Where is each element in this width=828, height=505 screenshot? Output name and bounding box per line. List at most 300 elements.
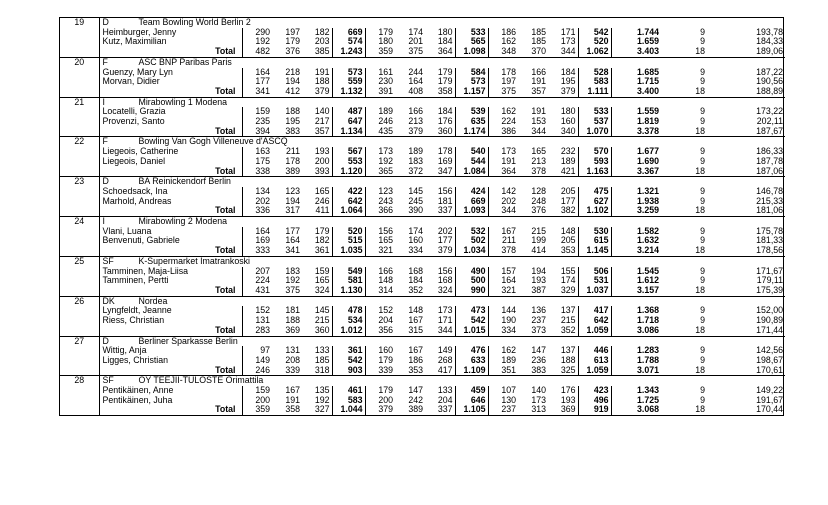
game-score: 337 <box>437 206 453 216</box>
player-row <box>60 227 785 237</box>
game-score: 173 <box>365 147 395 157</box>
game-score: 135 <box>314 386 330 396</box>
player-row <box>60 37 785 47</box>
average: 190,56 <box>756 77 784 87</box>
game-score: 156 <box>437 266 453 276</box>
block-sum: 1.157 <box>455 87 488 97</box>
game-score: 211 <box>488 236 518 246</box>
game-score: 199 <box>531 236 546 246</box>
average: 179,11 <box>756 276 784 286</box>
game-score: 213 <box>408 117 423 127</box>
game-score: 314 <box>365 286 395 296</box>
game-score: 246 <box>365 117 395 127</box>
game-score: 178 <box>437 147 453 157</box>
block-sum: 613 <box>578 356 611 366</box>
game-score: 358 <box>285 405 300 415</box>
game-score: 389 <box>408 405 423 415</box>
game-score: 167 <box>408 346 423 356</box>
block-sum: 669 <box>332 28 365 38</box>
game-score: 379 <box>560 86 576 96</box>
average: 181,33 <box>756 236 784 246</box>
team-name: Bowling Van Gogh Villeneuve d'ASCQ <box>138 136 288 147</box>
game-score: 192 <box>365 157 395 167</box>
game-score: 97 <box>242 346 272 356</box>
game-score: 191 <box>285 395 300 405</box>
game-score: 245 <box>408 196 423 206</box>
block-sum: 1.015 <box>455 326 488 336</box>
average: 189,06 <box>756 47 784 57</box>
team-header-row <box>60 18 785 28</box>
game-score: 189 <box>408 147 423 157</box>
game-score: 165 <box>314 186 330 196</box>
team-name: Nordea <box>138 296 168 306</box>
game-score: 315 <box>408 325 423 335</box>
game-score: 200 <box>242 396 272 406</box>
games-count: 18 <box>695 47 705 57</box>
game-score: 375 <box>408 47 423 57</box>
game-score: 165 <box>365 236 395 246</box>
game-score: 188 <box>285 316 300 326</box>
game-score: 268 <box>437 355 453 365</box>
game-score: 188 <box>560 355 576 365</box>
game-score: 232 <box>560 147 576 157</box>
player-name: Provenzi, Santo <box>102 117 165 127</box>
game-score: 184 <box>437 37 453 47</box>
game-score: 242 <box>408 395 423 405</box>
game-score: 379 <box>408 126 423 136</box>
game-score: 376 <box>285 47 300 57</box>
game-score: 364 <box>437 47 453 57</box>
game-score: 376 <box>531 206 546 216</box>
game-score: 149 <box>242 356 272 366</box>
game-score: 182 <box>314 236 330 246</box>
game-score: 344 <box>437 325 453 335</box>
total-pins: 1.725 <box>636 395 659 405</box>
block-sum: 1.059 <box>578 326 611 336</box>
game-score: 169 <box>437 156 453 166</box>
game-score: 360 <box>437 126 453 136</box>
game-score: 334 <box>488 326 518 336</box>
game-score: 391 <box>365 87 395 97</box>
player-row <box>60 396 785 406</box>
game-score: 178 <box>285 156 300 166</box>
block-sum: 530 <box>578 227 611 237</box>
block-sum: 1.130 <box>332 286 365 296</box>
total-pins: 1.938 <box>636 196 659 206</box>
block-sum: 593 <box>578 157 611 167</box>
game-score: 163 <box>242 147 272 157</box>
block-sum: 584 <box>455 68 488 78</box>
game-score: 359 <box>242 405 272 415</box>
average: 171,67 <box>756 266 784 276</box>
game-score: 379 <box>365 405 395 415</box>
total-pins: 1.582 <box>636 226 659 236</box>
block-sum: 1.093 <box>455 206 488 216</box>
average: 175,78 <box>756 226 784 236</box>
game-score: 283 <box>242 326 272 336</box>
block-sum: 1.070 <box>578 127 611 137</box>
total-label: Total <box>215 47 236 57</box>
game-score: 417 <box>437 365 453 375</box>
game-score: 387 <box>531 285 546 295</box>
block-sum: 565 <box>455 37 488 47</box>
game-score: 327 <box>314 405 330 415</box>
game-score: 128 <box>531 186 546 196</box>
average: 215,33 <box>756 196 784 206</box>
game-score: 318 <box>314 365 330 375</box>
game-score: 193 <box>560 395 576 405</box>
game-score: 207 <box>242 267 272 277</box>
game-score: 179 <box>437 77 453 87</box>
player-name: Riess, Christian <box>102 316 165 326</box>
average: 149,22 <box>756 386 784 396</box>
game-score: 173 <box>560 37 576 47</box>
game-score: 344 <box>560 47 576 57</box>
games-count: 9 <box>700 117 705 127</box>
games-count: 9 <box>700 236 705 246</box>
average: 142,56 <box>756 346 784 356</box>
games-count: 9 <box>700 355 705 365</box>
player-row <box>60 28 785 38</box>
game-score: 435 <box>365 127 395 137</box>
game-score: 336 <box>242 206 272 216</box>
average: 178,56 <box>756 246 784 256</box>
block-sum: 574 <box>332 37 365 47</box>
block-sum: 567 <box>332 147 365 157</box>
block-sum: 1.044 <box>332 405 365 415</box>
game-score: 197 <box>488 77 518 87</box>
player-name: Heimburger, Jenny <box>102 27 177 37</box>
team-name-cell <box>99 336 785 346</box>
game-score: 378 <box>488 246 518 256</box>
average: 171,44 <box>756 325 784 335</box>
game-score: 152 <box>365 306 395 316</box>
block-sum: 1.145 <box>578 246 611 256</box>
game-score: 344 <box>531 126 546 136</box>
player-name: Wittig, Anja <box>102 346 147 356</box>
total-pins: 1.744 <box>636 27 659 37</box>
team-name-cell <box>99 97 785 107</box>
game-score: 348 <box>488 47 518 57</box>
game-score: 166 <box>365 267 395 277</box>
game-score: 147 <box>408 386 423 396</box>
game-score: 130 <box>488 396 518 406</box>
games-count: 9 <box>700 316 705 326</box>
game-score: 366 <box>365 206 395 216</box>
average: 152,00 <box>756 306 784 316</box>
standings-table <box>59 17 784 416</box>
block-sum: 459 <box>455 386 488 396</box>
game-score: 188 <box>285 107 300 117</box>
block-sum: 417 <box>578 306 611 316</box>
block-sum: 540 <box>455 147 488 157</box>
block-sum: 1.059 <box>578 366 611 376</box>
games-count: 9 <box>700 226 705 236</box>
game-score: 137 <box>560 306 576 316</box>
game-score: 203 <box>314 37 330 47</box>
game-score: 341 <box>285 246 300 256</box>
game-score: 162 <box>488 107 518 117</box>
game-score: 352 <box>560 325 576 335</box>
game-score: 179 <box>437 67 453 77</box>
game-score: 353 <box>408 365 423 375</box>
team-name-cell <box>99 256 785 266</box>
game-score: 191 <box>488 157 518 167</box>
country-code: SF <box>102 375 114 386</box>
team-rank: 24 <box>60 217 99 257</box>
game-score: 321 <box>365 246 395 256</box>
game-score: 164 <box>488 276 518 286</box>
game-score: 379 <box>314 86 330 96</box>
game-score: 431 <box>242 286 272 296</box>
block-sum: 1.105 <box>455 405 488 415</box>
player-row <box>60 386 785 396</box>
player-name: Benvenuti, Gabriele <box>102 236 180 246</box>
block-sum: 528 <box>578 68 611 78</box>
game-score: 244 <box>408 67 423 77</box>
team-total-row <box>60 47 785 57</box>
game-score: 369 <box>560 405 576 415</box>
game-score: 180 <box>365 37 395 47</box>
average: 190,89 <box>756 316 784 326</box>
game-score: 159 <box>242 107 272 117</box>
game-score: 359 <box>365 47 395 57</box>
game-score: 344 <box>488 206 518 216</box>
block-sum: 903 <box>332 366 365 376</box>
game-score: 205 <box>560 236 576 246</box>
game-score: 157 <box>488 267 518 277</box>
total-pins: 1.718 <box>636 316 659 326</box>
game-score: 191 <box>314 67 330 77</box>
team-header-row <box>60 256 785 266</box>
team-name-cell <box>99 376 785 386</box>
game-score: 174 <box>408 27 423 37</box>
game-score: 248 <box>531 196 546 206</box>
game-score: 382 <box>560 206 576 216</box>
game-score: 385 <box>314 47 330 57</box>
game-score: 361 <box>314 246 330 256</box>
block-sum: 1.037 <box>578 286 611 296</box>
game-score: 137 <box>560 346 576 356</box>
block-sum: 549 <box>332 267 365 277</box>
game-score: 364 <box>488 167 518 177</box>
block-sum: 573 <box>455 77 488 87</box>
game-score: 140 <box>314 107 330 117</box>
game-score: 375 <box>488 87 518 97</box>
block-sum: 478 <box>332 306 365 316</box>
game-score: 182 <box>314 27 330 37</box>
team-rank: 20 <box>60 57 99 97</box>
game-score: 183 <box>285 266 300 276</box>
game-score: 160 <box>560 117 576 127</box>
block-sum: 1.084 <box>455 167 488 177</box>
game-score: 180 <box>560 107 576 117</box>
player-name: Liegeois, Catherine <box>102 147 179 157</box>
game-score: 215 <box>531 226 546 236</box>
game-score: 162 <box>488 37 518 47</box>
game-score: 179 <box>365 386 395 396</box>
game-score: 180 <box>437 27 453 37</box>
game-score: 133 <box>314 346 330 356</box>
player-name: Pentikäinen, Juha <box>102 395 173 405</box>
game-score: 185 <box>314 355 330 365</box>
game-score: 358 <box>437 86 453 96</box>
game-score: 215 <box>314 316 330 326</box>
block-sum: 422 <box>332 187 365 197</box>
game-score: 174 <box>560 276 576 286</box>
game-score: 149 <box>437 346 453 356</box>
total-pins: 1.690 <box>636 156 659 166</box>
game-score: 164 <box>408 77 423 87</box>
game-score: 394 <box>242 127 272 137</box>
total-pins: 1.321 <box>636 186 659 196</box>
total-pins: 3.068 <box>636 405 659 415</box>
average: 193,78 <box>756 27 784 37</box>
country-code: SF <box>102 256 114 266</box>
game-score: 243 <box>365 197 395 207</box>
total-pins: 1.685 <box>636 67 659 77</box>
game-score: 179 <box>285 37 300 47</box>
game-score: 190 <box>488 316 518 326</box>
game-score: 164 <box>285 236 300 246</box>
game-score: 147 <box>531 346 546 356</box>
game-score: 378 <box>531 166 546 176</box>
games-count: 18 <box>695 365 705 375</box>
block-sum: 1.012 <box>332 326 365 336</box>
game-score: 192 <box>242 37 272 47</box>
game-score: 197 <box>285 27 300 37</box>
player-name: Ligges, Christian <box>102 355 169 365</box>
team-header-row <box>60 137 785 147</box>
block-sum: 534 <box>332 316 365 326</box>
total-pins: 1.283 <box>636 346 659 356</box>
game-score: 213 <box>531 156 546 166</box>
block-sum: 533 <box>455 28 488 38</box>
total-pins: 1.612 <box>636 276 659 286</box>
block-sum: 496 <box>578 396 611 406</box>
team-header-row <box>60 376 785 386</box>
game-score: 145 <box>314 306 330 316</box>
block-sum: 1.102 <box>578 206 611 216</box>
game-score: 148 <box>560 226 576 236</box>
team-total-row <box>60 87 785 97</box>
game-score: 193 <box>314 147 330 157</box>
player-name: Schoedsack, Ina <box>102 186 168 196</box>
game-score: 181 <box>285 306 300 316</box>
player-row <box>60 157 785 167</box>
game-score: 224 <box>242 276 272 286</box>
average: 202,11 <box>756 117 784 127</box>
game-score: 134 <box>242 187 272 197</box>
average: 170,61 <box>756 365 784 375</box>
block-sum: 669 <box>455 197 488 207</box>
game-score: 155 <box>560 266 576 276</box>
player-row <box>60 187 785 197</box>
games-count: 9 <box>700 306 705 316</box>
game-score: 290 <box>242 28 272 38</box>
country-code: D <box>102 336 109 346</box>
game-score: 230 <box>365 77 395 87</box>
game-score: 152 <box>242 306 272 316</box>
games-count: 9 <box>700 196 705 206</box>
game-score: 202 <box>488 197 518 207</box>
game-score: 167 <box>285 386 300 396</box>
block-sum: 627 <box>578 197 611 207</box>
game-score: 372 <box>408 166 423 176</box>
team-header-row <box>60 57 785 67</box>
block-sum: 537 <box>578 117 611 127</box>
total-pins: 1.368 <box>636 306 659 316</box>
block-sum: 633 <box>455 356 488 366</box>
game-score: 370 <box>531 47 546 57</box>
game-score: 184 <box>408 276 423 286</box>
team-name-cell <box>99 57 785 67</box>
game-score: 202 <box>242 197 272 207</box>
game-score: 175 <box>242 157 272 167</box>
block-sum: 1.163 <box>578 167 611 177</box>
game-score: 194 <box>531 266 546 276</box>
game-score: 176 <box>437 117 453 127</box>
average: 187,78 <box>756 156 784 166</box>
total-label: Total <box>215 206 236 216</box>
game-score: 156 <box>437 186 453 196</box>
country-code: DK <box>102 296 115 306</box>
player-name: Tamminen, Maja-Liisa <box>102 266 189 276</box>
player-name: Kutz, Maximilian <box>102 37 167 47</box>
games-count: 9 <box>700 276 705 286</box>
block-sum: 542 <box>455 316 488 326</box>
player-row <box>60 276 785 286</box>
team-total-row <box>60 206 785 216</box>
game-score: 194 <box>285 196 300 206</box>
player-row <box>60 306 785 316</box>
team-header-row <box>60 97 785 107</box>
game-score: 341 <box>242 87 272 97</box>
game-score: 217 <box>314 117 330 127</box>
player-name: Locatelli, Grazia <box>102 107 166 117</box>
total-pins: 1.677 <box>636 147 659 157</box>
player-row <box>60 356 785 366</box>
total-pins: 3.378 <box>636 126 659 136</box>
game-score: 211 <box>285 147 300 157</box>
game-score: 177 <box>560 196 576 206</box>
game-score: 200 <box>314 156 330 166</box>
game-score: 414 <box>531 246 546 256</box>
player-row <box>60 68 785 78</box>
block-sum: 1.120 <box>332 167 365 177</box>
game-score: 159 <box>314 266 330 276</box>
game-score: 136 <box>531 306 546 316</box>
game-score: 165 <box>531 147 546 157</box>
game-score: 195 <box>285 117 300 127</box>
game-score: 131 <box>242 316 272 326</box>
team-rank: 28 <box>60 376 99 415</box>
game-score: 317 <box>285 206 300 216</box>
player-row <box>60 117 785 127</box>
game-score: 338 <box>242 167 272 177</box>
game-score: 177 <box>242 77 272 87</box>
block-sum: 635 <box>455 117 488 127</box>
player-name: Marhold, Andreas <box>102 196 172 206</box>
games-count: 18 <box>695 126 705 136</box>
game-score: 365 <box>365 167 395 177</box>
games-count: 9 <box>700 346 705 356</box>
game-score: 166 <box>408 107 423 117</box>
block-sum: 573 <box>332 68 365 78</box>
game-score: 246 <box>242 366 272 376</box>
game-score: 193 <box>531 276 546 286</box>
game-score: 324 <box>437 285 453 295</box>
